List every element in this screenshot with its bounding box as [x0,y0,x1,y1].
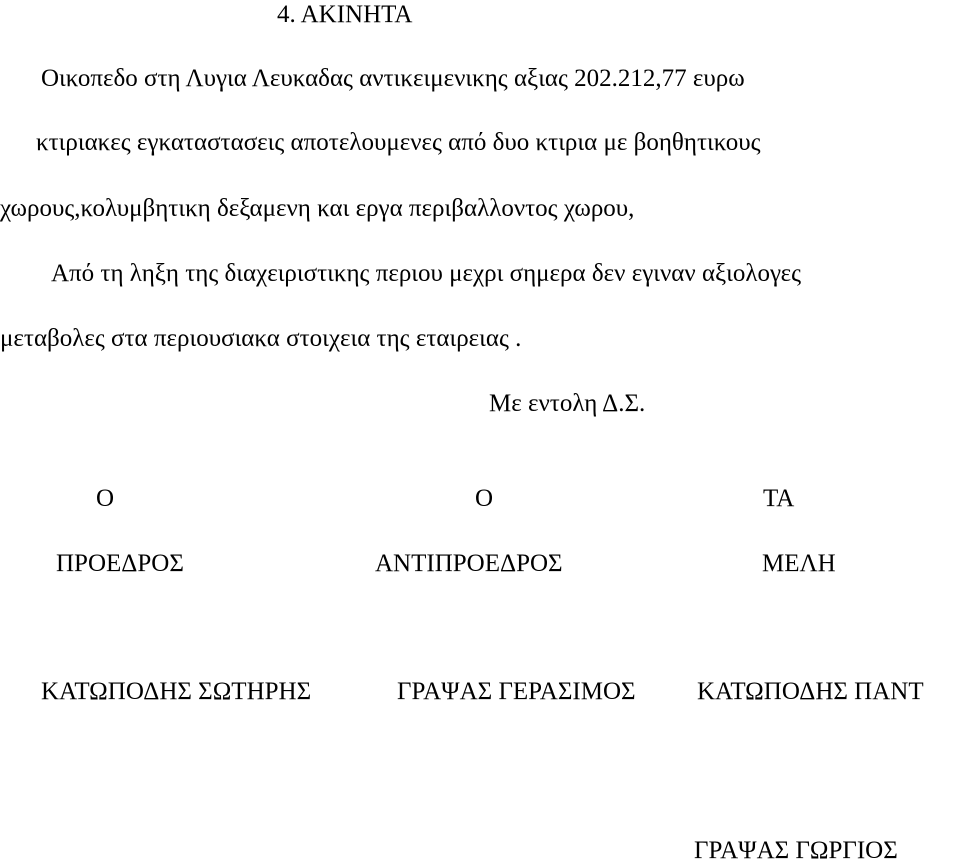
signatory-article: Ο [96,485,115,512]
paragraph-line: Από τη ληξη της διαχειριστικης περιου μεχρι σημερα δεν εγιναν αξιολογες [51,260,802,287]
signatory-name: ΚΑΤΩΠΟΔΗΣ ΣΩΤΗΡΗΣ [41,678,312,705]
signatory-article: Ο [475,485,494,512]
section-heading: 4. ΑΚΙΝΗΤΑ [277,1,413,28]
board-mandate: Με εντολη Δ.Σ. [489,390,646,417]
signatory-name: ΓΡΑΨΑΣ ΓΕΡΑΣΙΜΟΣ [397,678,636,705]
signatory-name: ΓΡΑΨΑΣ ΓΩΡΓΙΟΣ [694,837,898,864]
paragraph-line: κτιριακες εγκαταστασεις αποτελουμενες από δυο κτιρια με βοηθητικους [36,129,761,156]
signatory-name: ΚΑΤΩΠΟΔΗΣ ΠΑΝΤ [697,678,924,705]
signatory-role: ΑΝΤΙΠΡΟΕΔΡΟΣ [375,550,563,577]
paragraph-line: Οικοπεδο στη Λυγια Λευκαδας αντικειμενικης αξιας 202.212,77 ευρω [41,65,745,92]
paragraph-line: μεταβολες στα περιουσιακα στοιχεια της εταιρειας . [0,325,522,352]
signatory-role: ΜΕΛΗ [762,550,836,577]
signatory-role: ΠΡΟΕΔΡΟΣ [56,550,184,577]
paragraph-line: χωρους,κολυμβητικη δεξαμενη και εργα περιβαλλοντος χωρου, [0,195,635,222]
signatory-article: ΤΑ [763,485,795,512]
